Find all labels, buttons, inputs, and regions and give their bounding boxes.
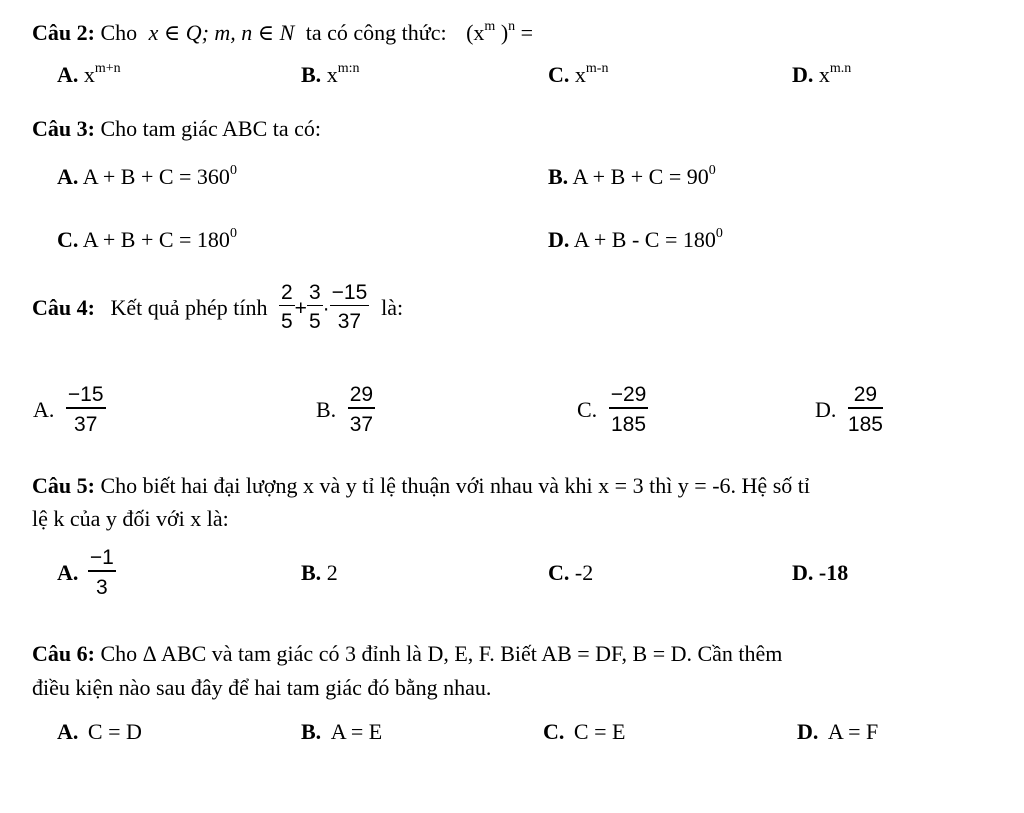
- question-3-option-c[interactable]: C. $A + B + C = 180^0$: [57, 226, 237, 252]
- question-6-option-c[interactable]: C. C = E: [543, 719, 626, 744]
- question-5-line-1: Câu 5: Cho biết hai đại lượng x và y tỉ lệ thuận với nhau và khi x = 3 thì y = -6. Hệ số tỉ: [32, 473, 810, 498]
- question-4-option-d[interactable]: D. $\frac{29}{185}$: [815, 383, 883, 437]
- question-4-text-b: là:: [381, 295, 404, 321]
- question-2-stem: [32, 19, 534, 45]
- question-6-label: Câu 6:: [32, 641, 95, 666]
- question-2-option-c[interactable]: C. $x^{m-n}$: [548, 61, 609, 87]
- question-4-option-a[interactable]: A. $\frac{-15}{37}$: [33, 383, 104, 437]
- question-6-option-d[interactable]: D. A = F: [797, 719, 879, 744]
- question-2-label: Câu 2:: [32, 20, 95, 45]
- question-4-label: Câu 4:: [32, 295, 95, 321]
- question-6-option-b[interactable]: B. A = E: [301, 719, 383, 744]
- question-4-option-c[interactable]: C. $\frac{-29}{185}$: [577, 383, 647, 437]
- question-5-label: Câu 5:: [32, 473, 95, 498]
- question-4-option-b[interactable]: B. $\frac{29}{37}$: [316, 383, 374, 437]
- question-4-stem: [32, 283, 403, 336]
- question-3-text: Cho tam giác ABC ta có:: [100, 116, 322, 141]
- question-4-text-a: Kết quả phép tính: [110, 295, 268, 321]
- question-4-expression: $\frac{2}{5}$ + $\frac{3}{5}$ · $\frac{-15}{37}$: [280, 281, 368, 334]
- question-2-option-b[interactable]: B. $x^{m:n}$: [301, 61, 360, 87]
- question-3-label: Câu 3:: [32, 116, 95, 141]
- question-6-line-2: điều kiện nào sau đây để hai tam giác đó bằng nhau.: [32, 675, 492, 700]
- question-5-option-b[interactable]: B. 2: [301, 560, 338, 585]
- question-5-option-a[interactable]: A. $\frac{-1}{3}$: [57, 546, 114, 600]
- question-2-text-b: ta có công thức:: [305, 20, 447, 45]
- question-2-option-d[interactable]: D. $x^{m.n}$: [792, 61, 852, 87]
- question-6-option-a[interactable]: A. C = D: [57, 719, 142, 744]
- question-5-option-c[interactable]: C. -2: [548, 560, 594, 585]
- question-3-option-a[interactable]: A. $A + B + C = 360^0$: [57, 163, 237, 189]
- question-6-line-1: Câu 6: Cho Δ ABC và tam giác có 3 đỉnh là D, E, F. Biết AB = DF, B = D. Cần thêm: [32, 641, 783, 666]
- question-2-formula: ($x^m$ )$^n$ =: [466, 19, 534, 45]
- question-3-option-b[interactable]: B. $A + B + C = 90^0$: [548, 163, 716, 189]
- question-5-option-d[interactable]: D. -18: [792, 560, 849, 585]
- question-3-stem: [32, 118, 321, 140]
- question-2-condition: x ∈ Q; m, n ∈ N: [148, 20, 295, 45]
- question-5-line-2: lệ k của y đối với x là:: [32, 506, 229, 531]
- question-2-option-a[interactable]: A. $x^{m+n}$: [57, 61, 121, 87]
- question-2-text-a: Cho: [100, 20, 138, 45]
- question-3-option-d[interactable]: D. $A + B - C = 180^0$: [548, 226, 723, 252]
